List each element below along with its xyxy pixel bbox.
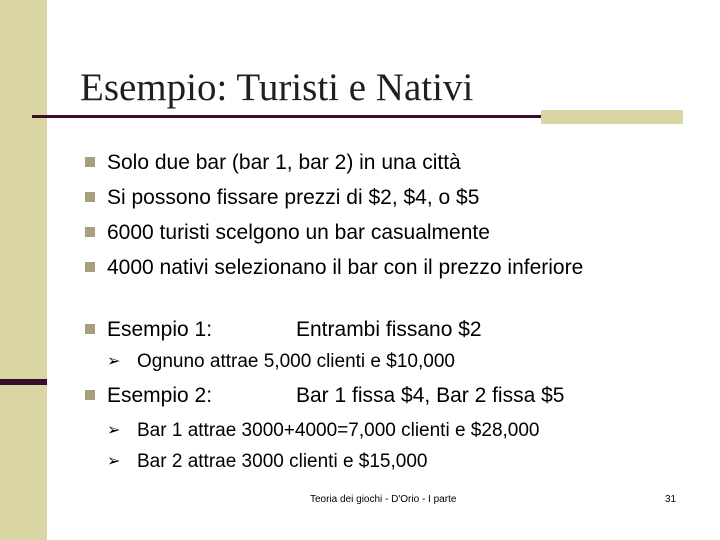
square-bullet-icon: [85, 157, 95, 167]
square-bullet-icon: [85, 192, 95, 202]
bullet-text: Si possono fissare prezzi di $2, $4, o $5: [107, 186, 480, 209]
subitem-text: Bar 1 attrae 3000+4000=7,000 clienti e $28,000: [137, 420, 540, 441]
arrow-bullet-icon: ➢: [107, 422, 121, 439]
bullet-text: 6000 turisti scelgono un bar casualmente: [107, 221, 490, 244]
title-underline-box: [541, 110, 683, 124]
square-bullet-icon: [85, 390, 95, 400]
side-accent-strip: [0, 379, 47, 385]
square-bullet-icon: [85, 227, 95, 237]
subitem-text: Bar 2 attrae 3000 clienti e $15,000: [137, 451, 428, 472]
slide-title: Esempio: Turisti e Nativi: [80, 66, 474, 109]
example-2-label: Esempio 2:: [107, 384, 213, 407]
square-bullet-icon: [85, 262, 95, 272]
arrow-bullet-icon: ➢: [107, 453, 121, 470]
page-number: 31: [665, 494, 677, 505]
bullet-text: Solo due bar (bar 1, bar 2) in una città: [107, 151, 461, 174]
subitem-text: Ognuno attrae 5,000 clienti e $10,000: [137, 351, 455, 372]
arrow-bullet-icon: ➢: [107, 353, 121, 370]
example-2-text: Bar 1 fissa $4, Bar 2 fissa $5: [296, 384, 565, 407]
bullet-text: 4000 nativi selezionano il bar con il prezzo inferiore: [107, 256, 584, 279]
example-1-text: Entrambi fissano $2: [296, 318, 482, 341]
slide-footer: Teoria dei giochi - D'Orio - I parte: [310, 494, 457, 505]
example-1-label: Esempio 1:: [107, 318, 213, 341]
side-accent-bar: [0, 0, 47, 540]
square-bullet-icon: [85, 324, 95, 334]
